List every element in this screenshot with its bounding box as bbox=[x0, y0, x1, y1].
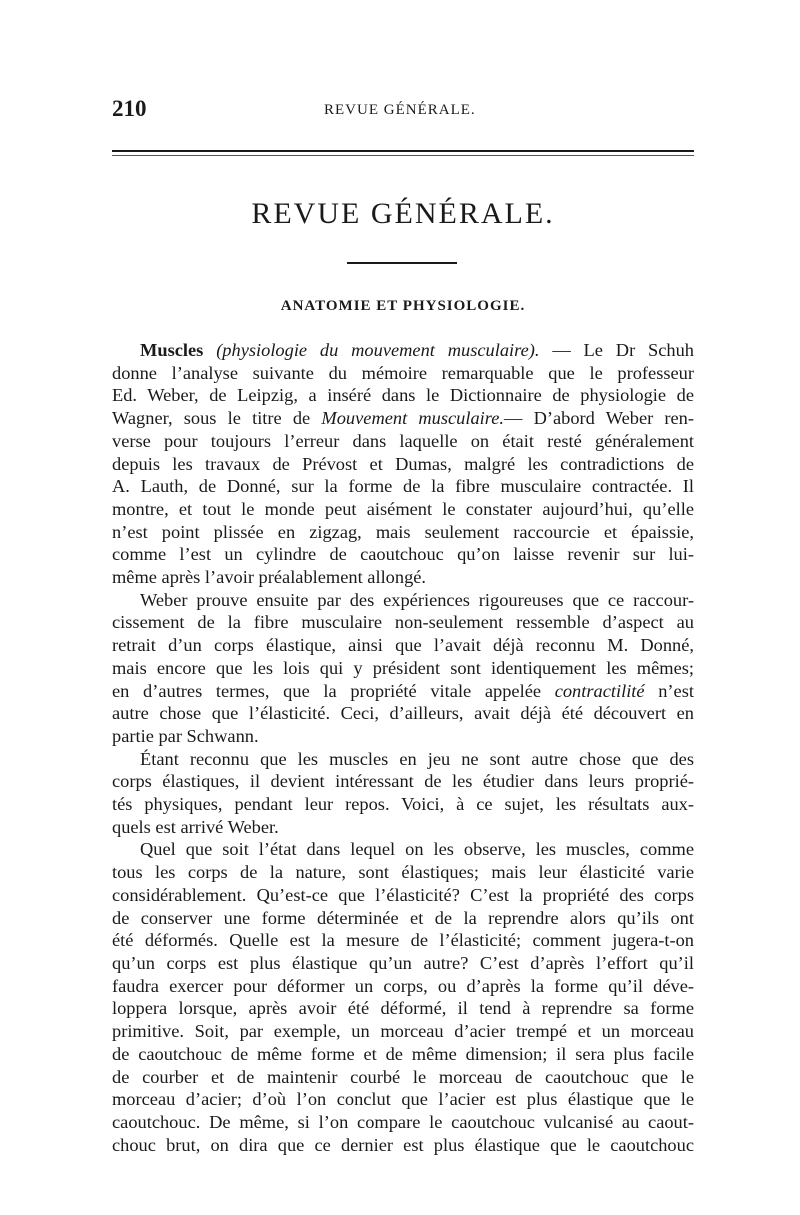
running-head bbox=[112, 96, 692, 126]
header-rule bbox=[112, 150, 694, 152]
text-line: de conserver une forme déterminée et de la reprendre alors qu’ils ont bbox=[112, 907, 694, 928]
text-line: cissement de la fibre musculaire non-seulement ressemble d’aspect au bbox=[112, 612, 694, 633]
text-line: primitive. Soit, par exemple, un morceau d’acier trempé et un morceau bbox=[112, 1021, 694, 1042]
text-line: qu’un corps est plus élastique qu’un autre? C’est d’après l’effort qu’il bbox=[112, 952, 694, 973]
text-fragment: Wagner, sous le titre de bbox=[112, 408, 322, 429]
text-line: faudra exercer pour déformer un corps, ou d’après la forme qu’il déve- bbox=[112, 975, 694, 996]
text-line: comme l’est un cylindre de caoutchouc qu’on laisse revenir sur lui- bbox=[112, 544, 694, 565]
text-line: Weber prouve ensuite par des expériences rigoureuses que ce raccour- bbox=[140, 589, 694, 610]
text-line: Quel que soit l’état dans lequel on les observe, les muscles, comme bbox=[140, 839, 694, 860]
text-line: même après l’avoir préalablement allongé. bbox=[112, 567, 427, 588]
text-line: montre, et tout le monde peut aisément le constater aujourd’hui, qu’elle bbox=[112, 498, 694, 519]
header-rule-thin bbox=[112, 155, 694, 156]
text-line bbox=[112, 680, 694, 703]
text-line: Étant reconnu que les muscles en jeu ne sont autre chose que des bbox=[140, 748, 694, 769]
entry-author: — Le Dr Schuh bbox=[539, 340, 694, 360]
text-line: chouc brut, on dira que ce dernier est plus élastique que le caoutchouc bbox=[112, 1134, 694, 1155]
text-line: autre chose que l’élasticité. Ceci, d’ailleurs, avait déjà été découvert en bbox=[112, 703, 694, 724]
page-number: 210 bbox=[112, 96, 147, 121]
text-line: A. Lauth, de Donné, sur la forme de la fibre musculaire contractée. Il bbox=[112, 476, 694, 497]
text-fragment: — D’abord Weber ren- bbox=[504, 408, 694, 429]
text-line: partie par Schwann. bbox=[112, 725, 259, 746]
text-line: considérablement. Qu’est-ce que l’élasticité? C’est la propriété des corps bbox=[112, 884, 694, 905]
text-line: caoutchouc. De même, si l’on compare le caoutchouc vulcanisé au caout- bbox=[112, 1111, 694, 1132]
text-line: morceau d’acier; d’où l’on conclut que l’acier est plus élastique que le bbox=[112, 1089, 694, 1110]
body-text bbox=[112, 339, 694, 1156]
text-line: tous les corps de la nature, sont élastiques; mais leur élasticité varie bbox=[112, 862, 694, 883]
text-line: corps élastiques, il devient intéressant de les étudier dans leurs proprié- bbox=[112, 771, 694, 792]
entry-subtitle: (physiologie du mouvement musculaire). bbox=[216, 340, 540, 360]
text-line: donne l’analyse suivante du mémoire remarquable que le professeur bbox=[112, 362, 694, 383]
text-fragment: en d’autres termes, que la propriété vitale appelée bbox=[112, 680, 555, 701]
text-line: n’est point plissée en zigzag, mais seulement raccourcie et épaissie, bbox=[112, 521, 694, 542]
running-title: REVUE GÉNÉRALE. bbox=[324, 102, 476, 118]
title-rule bbox=[347, 262, 457, 264]
section-title: ANATOMIE ET PHYSIOLOGIE. bbox=[280, 298, 526, 314]
text-line: quels est arrivé Weber. bbox=[112, 816, 279, 837]
text-line bbox=[112, 407, 694, 430]
text-fragment: n’est bbox=[644, 680, 694, 701]
text-line: depuis les travaux de Prévost et Dumas, malgré les contradictions de bbox=[112, 453, 694, 474]
entry-term: Muscles bbox=[140, 340, 204, 360]
page-title: REVUE GÉNÉRALE. bbox=[251, 197, 555, 230]
text-line: Ed. Weber, de Leipzig, a inséré dans le Dictionnaire de physiologie de bbox=[112, 385, 694, 406]
text-line bbox=[112, 339, 694, 362]
text-line: tés physiques, pendant leur repos. Voici, à ce sujet, les résultats aux- bbox=[112, 794, 694, 815]
text-line: loppera lorsque, après avoir été déformé, il tend à reprendre sa forme bbox=[112, 998, 694, 1019]
italic-title: Mouvement musculaire. bbox=[321, 408, 505, 429]
text-line: de caoutchouc de même forme et de même dimension; il sera plus facile bbox=[112, 1043, 694, 1064]
text-line: de courber et de maintenir courbé le morceau de caoutchouc que le bbox=[112, 1066, 694, 1087]
text-line: retrait d’un corps élastique, ainsi que l’avait déjà reconnu M. Donné, bbox=[112, 635, 694, 656]
text-line: verse pour toujours l’erreur dans laquelle on était resté généralement bbox=[112, 430, 694, 451]
italic-term: contractilité bbox=[554, 680, 645, 701]
text-line: mais encore que les lois qui y président sont identiquement les mêmes; bbox=[112, 657, 694, 678]
text-line: été déformés. Quelle est la mesure de l’élasticité; comment jugera-t-on bbox=[112, 930, 694, 951]
